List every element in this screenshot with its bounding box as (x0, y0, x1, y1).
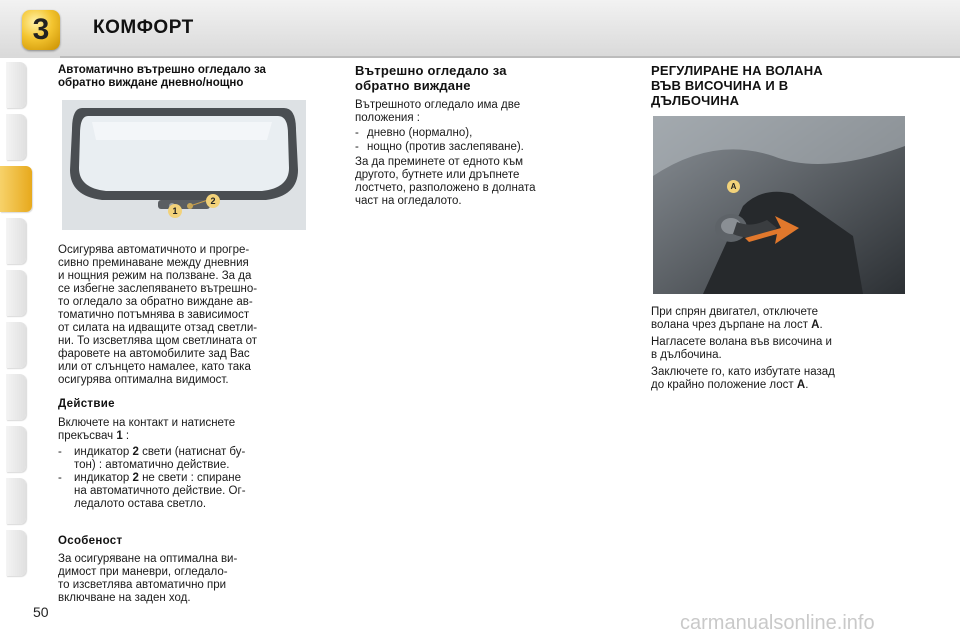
manual-body-line: лостчето, разположено в долната (355, 182, 536, 194)
manual-intro-line: положения : (355, 112, 420, 124)
action-heading: Действие (58, 398, 115, 410)
chapter-tab-5[interactable] (6, 270, 26, 316)
section-heading-steering-1: РЕГУЛИРАНЕ НА ВОЛАНА (651, 63, 823, 78)
manual-body-line: част на огледалото. (355, 195, 462, 207)
intro-line: се избегне заслепяването вътрешно- (58, 283, 258, 295)
steering-adjust-paragraph (651, 336, 904, 362)
intro-line: осигурява оптимална видимост. (58, 374, 229, 386)
steering-unlock-paragraph (651, 306, 904, 332)
chapter-tab-10[interactable] (6, 530, 26, 576)
watermark: carmanualsonline.info (680, 612, 875, 634)
section-heading-manual-mirror-1: Вътрешно огледало за (355, 63, 507, 78)
feature-line: то изсветлява автоматично при (58, 579, 227, 591)
auto-mirror-photo (62, 100, 306, 230)
section-heading-steering-3: ДЪЛБОЧИНА (651, 93, 740, 108)
steering-lock-paragraph (651, 366, 904, 392)
steering-adjust-line: в дълбочина. (651, 349, 722, 361)
mirror-position-night: - нощно (против заслепяване). (355, 141, 524, 153)
intro-line: или от слънцето намалее, като така (58, 361, 251, 373)
steering-adjust-line: Нагласете волана във височина и (651, 336, 832, 348)
action-bullet-1: - индикатор 2 свети (натиснат бу- тон) : автоматично действие. (58, 446, 246, 471)
steering-lock-line: до крайно положение лост A. (651, 379, 809, 391)
steering-lock-line: Заключете го, като избутате назад (651, 366, 835, 378)
action-intro-line: Включете на контакт и натиснете (58, 417, 236, 429)
manual-mirror-body (355, 156, 607, 208)
page-number: 50 (33, 604, 49, 620)
action-intro (58, 417, 308, 443)
intro-line: от силата на идващите отзад светли- (58, 322, 258, 334)
feature-paragraph (58, 553, 308, 605)
chapter-number: 3 (32, 13, 50, 46)
lever-letter: A (796, 379, 806, 391)
steering-unlock-line: волана чрез дърпане на лост A. (651, 319, 823, 331)
steering-unlock-line: При спрян двигател, отключете (651, 306, 819, 318)
chapter-tab-2[interactable] (6, 114, 26, 160)
chapter-tab-strip (0, 62, 34, 582)
steering-lever-photo (653, 116, 905, 294)
chapter-tab-4[interactable] (6, 218, 26, 264)
lever-letter: A (811, 319, 820, 331)
section-heading-auto-mirror-1: Автоматично вътрешно огледало за (58, 64, 266, 76)
intro-line: Осигурява автоматичното и прогре- (58, 244, 250, 256)
chapter-tab-7[interactable] (6, 374, 26, 420)
steering-lever-illustration (653, 116, 905, 294)
switch-number: 1 (116, 430, 123, 442)
marker-2: 2 (206, 194, 220, 208)
feature-heading: Особеност (58, 535, 123, 547)
mirror-position-day: - дневно (нормално), (355, 127, 473, 139)
section-heading-auto-mirror-2: обратно виждане дневно/нощно (58, 77, 244, 89)
feature-line: включване на заден ход. (58, 592, 191, 604)
intro-line: и нощния режим на ползване. За да (58, 270, 252, 282)
chapter-tab-1[interactable] (6, 62, 26, 108)
section-heading-manual-mirror-2: обратно виждане (355, 78, 471, 93)
action-intro-line: прекъсвач 1 : (58, 430, 130, 442)
intro-line: то огледало за обратно виждане ав- (58, 296, 253, 308)
chapter-tab-8[interactable] (6, 426, 26, 472)
intro-line: ни. То изсветлява щом светлината от (58, 335, 258, 347)
chapter-tab-6[interactable] (6, 322, 26, 368)
chapter-tab-9[interactable] (6, 478, 26, 524)
manual-mirror-intro (355, 99, 607, 125)
chapter-tab-3-active[interactable] (0, 166, 32, 212)
manual-intro-line: Вътрешното огледало има две (355, 99, 521, 111)
feature-line: димост при маневри, огледало- (58, 566, 228, 578)
intro-paragraph (58, 244, 308, 387)
marker-A: A (727, 180, 740, 193)
chapter-title: КОМФОРТ (93, 17, 194, 38)
feature-line: За осигуряване на оптимална ви- (58, 553, 238, 565)
chapter-badge (22, 10, 60, 50)
auto-mirror-illustration (62, 100, 306, 230)
section-heading-steering-2: ВЪВ ВИСОЧИНА И В (651, 78, 789, 93)
header-divider (60, 56, 960, 58)
intro-line: фаровете на автомобилите зад Вас (58, 348, 250, 360)
manual-body-line: другото, бутнете или дръпнете (355, 169, 520, 181)
intro-line: томатично потъмнява в зависимост (58, 309, 250, 321)
intro-line: сивно преминаване между дневния (58, 257, 249, 269)
manual-body-line: За да преминете от едното към (355, 156, 524, 168)
action-bullet-2: - индикатор 2 не свети : спиране на автоматичното действие. Ог- ледалото остава светло. (58, 472, 246, 510)
marker-1: 1 (168, 204, 182, 218)
